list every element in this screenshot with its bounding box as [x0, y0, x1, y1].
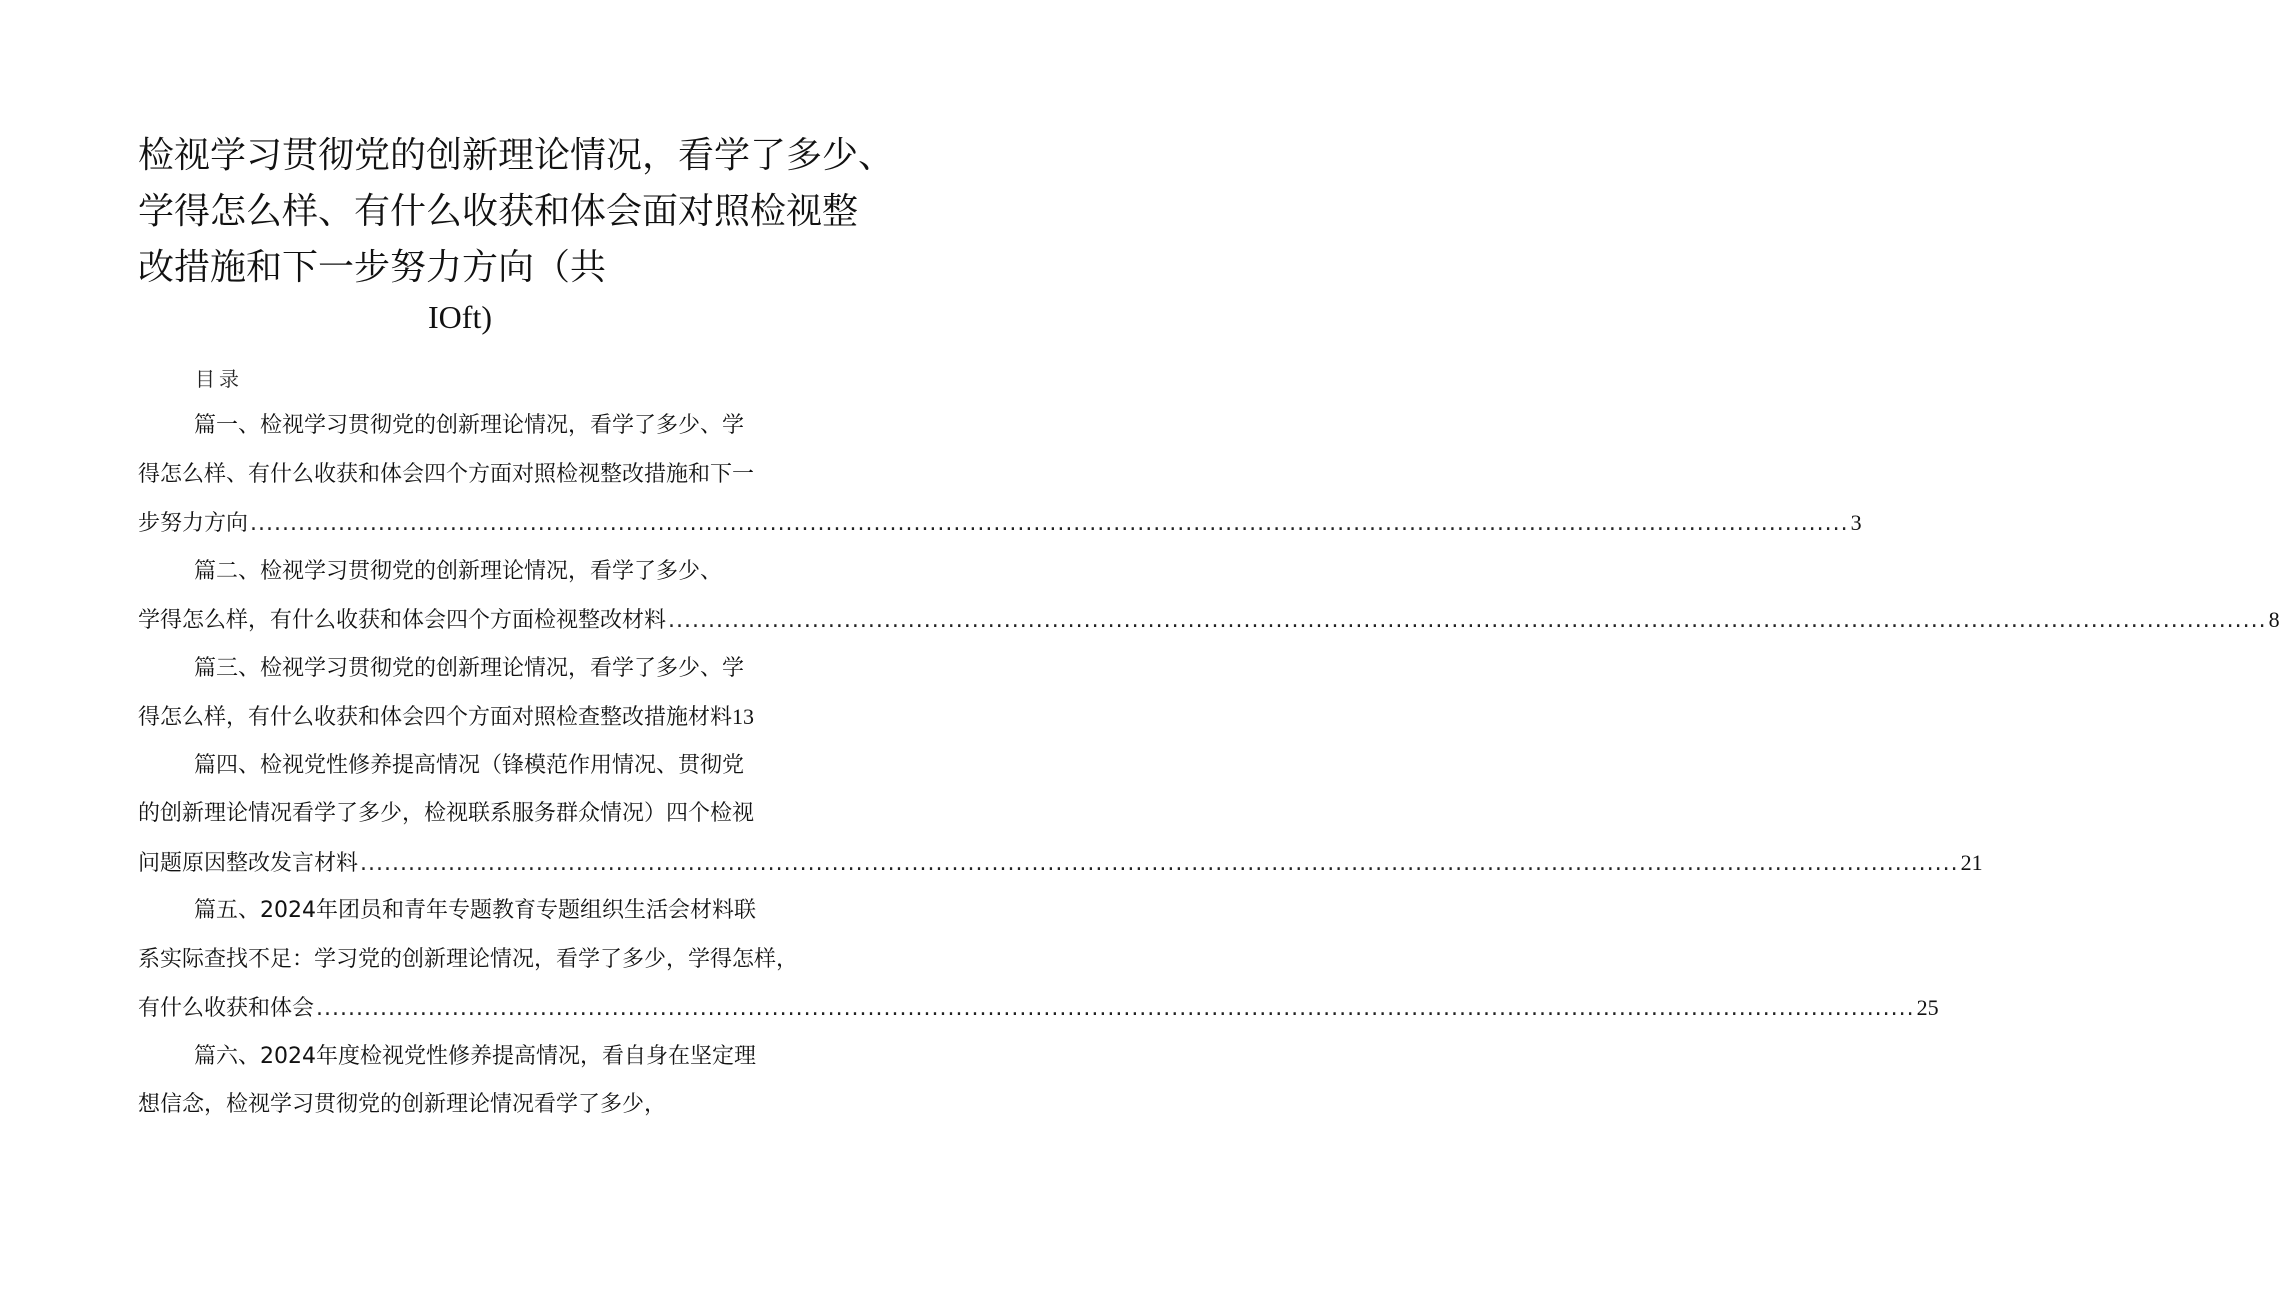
toc-entry-1[interactable]: [138, 402, 1862, 548]
document-title: [138, 128, 895, 296]
toc-entry-4-line-3: [138, 839, 1983, 888]
toc-entry-5-text-1: 篇五、2024年团员和青年专题教育专题组织生活会材料联: [194, 898, 756, 923]
title-line-2: 学得怎么样、有什么收获和体会面对照检视整: [138, 191, 859, 232]
toc-entry-2-line-1: [138, 548, 788, 597]
toc-entry-1-text-2: 得怎么样、有什么收获和体会四个方面对照检视整改措施和下一: [138, 461, 755, 487]
toc-entry-6-text-1: 篇六、2024年度检视党性修养提高情况，看自身在坚定理: [194, 1043, 756, 1069]
toc-entry-4-page: 21: [1960, 849, 1983, 875]
toc-entry-2-line-2: [138, 596, 2280, 645]
toc-entry-4-text-2: 的创新理论情况看学了多少，检视联系服务群众情况）四个检视: [138, 801, 755, 826]
toc-entry-1-text-1: 篇一、检视学习贯彻党的创新理论情况，看学了多少、学: [194, 413, 745, 438]
toc-entry-6-text-2: 想信念，检视学习贯彻党的创新理论情况看学了多少，: [138, 1092, 667, 1117]
toc-entry-1-line-2: [138, 451, 788, 500]
toc-entry-2[interactable]: [138, 548, 2280, 645]
toc-leader-dots: ........................................................................................................................................................................................................: [360, 850, 1959, 876]
toc-entry-5-line-1: [138, 887, 788, 936]
toc-entry-4-line-2: [138, 790, 788, 839]
toc-entry-2-page: 8: [2268, 607, 2280, 632]
toc-entry-5-page: 25: [1916, 995, 1939, 1020]
toc-entry-3[interactable]: [138, 645, 788, 742]
toc-entry-5-text-2: 系实际查找不足：学习党的创新理论情况，看学了多少，学得怎样，: [138, 946, 799, 972]
toc-entry-6-line-2: [138, 1081, 788, 1130]
toc-entry-4-text-3: 问题原因整改发言材料: [138, 850, 359, 876]
toc-entry-1-line-1: [138, 402, 788, 451]
title-suffix: IOft): [428, 299, 492, 335]
table-of-contents: [138, 402, 2280, 1130]
toc-entry-3-text-2: 得怎么样，有什么收获和体会四个方面对照检查整改措施材料: [138, 705, 733, 730]
toc-entry-5-line-3: [138, 984, 1939, 1033]
toc-entry-4-text-1: 篇四、检视党性修养提高情况（锋模范作用情况、贯彻党: [194, 752, 745, 778]
toc-leader-dots: ........................................................................................................................................................................................................: [316, 996, 1915, 1021]
toc-entry-1-text-3: 步努力方向: [138, 511, 249, 536]
toc-entry-3-line-2: [138, 693, 788, 742]
toc-entry-4-line-1: [138, 742, 788, 791]
toc-heading: 目录: [195, 367, 243, 391]
toc-entry-6-line-1: [138, 1033, 788, 1082]
toc-entry-2-text-1: 篇二、检视学习贯彻党的创新理论情况，看学了多少、: [194, 558, 723, 584]
title-line-3: 改措施和下一步努力方向（共: [138, 247, 607, 288]
toc-entry-5-text-3: 有什么收获和体会: [138, 996, 315, 1021]
toc-entry-3-text-1: 篇三、检视学习贯彻党的创新理论情况，看学了多少、学: [194, 655, 745, 681]
toc-entry-4[interactable]: [138, 742, 1983, 888]
toc-entry-5[interactable]: [138, 887, 1939, 1033]
toc-entry-1-page: 3: [1850, 510, 1862, 535]
toc-leader-dots: ........................................................................................................................................................................................................: [250, 511, 1849, 536]
toc-entry-3-page: 13: [732, 704, 755, 729]
toc-entry-2-text-2: 学得怎么样，有什么收获和体会四个方面检视整改材料: [138, 608, 667, 633]
toc-leader-dots: ........................................................................................................................................................................................................: [668, 608, 2267, 633]
title-line-1: 检视学习贯彻党的创新理论情况，看学了多少、: [138, 135, 895, 176]
toc-entry-6[interactable]: [138, 1033, 788, 1130]
toc-entry-3-line-1: [138, 645, 788, 694]
toc-entry-5-line-2: [138, 936, 799, 985]
toc-entry-1-line-3: [138, 499, 1862, 548]
